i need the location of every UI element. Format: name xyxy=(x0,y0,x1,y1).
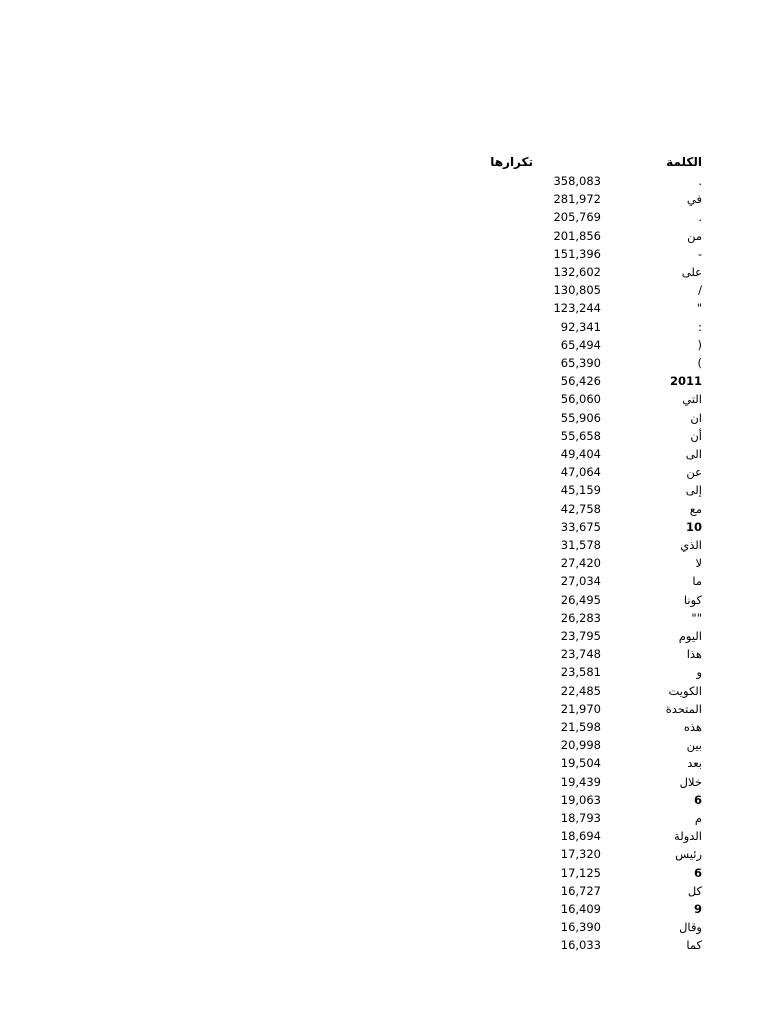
count-cell: 21,598 xyxy=(560,720,601,734)
word-cell: كونا xyxy=(683,592,702,607)
word-cell: مع xyxy=(689,501,702,516)
word-cell: كما xyxy=(686,938,702,953)
table-row xyxy=(480,773,702,791)
count-cell: 16,390 xyxy=(560,920,601,935)
count-cell: 123,244 xyxy=(553,301,601,316)
word-cell: إلى xyxy=(685,483,702,498)
word-cell: - xyxy=(697,246,702,261)
table-row xyxy=(480,736,702,754)
word-cell: في xyxy=(686,192,702,207)
count-cell: 27,034 xyxy=(560,574,601,589)
count-cell: 55,658 xyxy=(560,428,601,443)
table-row xyxy=(480,809,702,827)
word-cell: اليوم xyxy=(678,629,702,643)
word-cell: ( xyxy=(697,337,702,352)
word-cell: . xyxy=(698,210,702,225)
table-row xyxy=(480,609,702,627)
count-cell: 49,404 xyxy=(560,447,601,461)
word-cell: 9 xyxy=(693,902,702,916)
count-cell: 20,998 xyxy=(560,738,601,753)
count-cell: 47,064 xyxy=(560,465,601,480)
table-row xyxy=(480,572,702,590)
count-cell: 45,159 xyxy=(560,483,601,498)
count-cell: 42,758 xyxy=(560,501,601,516)
count-cell: 33,675 xyxy=(560,519,601,534)
word-cell: ان xyxy=(690,410,702,425)
count-cell: 132,602 xyxy=(553,265,601,279)
count-cell: 358,083 xyxy=(553,174,601,188)
table-row xyxy=(480,663,702,681)
table-header-row xyxy=(480,153,702,171)
word-cell: الى xyxy=(685,447,702,461)
word-cell: م xyxy=(694,811,702,825)
count-cell: 19,063 xyxy=(560,792,601,807)
word-cell: 6 xyxy=(693,792,702,807)
count-cell: 65,494 xyxy=(560,337,601,352)
word-cell: من xyxy=(687,228,702,243)
count-cell: 18,694 xyxy=(560,829,601,844)
table-row xyxy=(480,718,702,736)
word-cell: التي xyxy=(682,392,702,407)
count-cell: 31,578 xyxy=(560,538,601,552)
table-row xyxy=(480,318,702,336)
count-cell: 151,396 xyxy=(553,246,601,261)
count-cell: 19,504 xyxy=(560,756,601,771)
word-cell: وقال xyxy=(679,920,702,935)
count-cell: 65,390 xyxy=(560,356,601,370)
word-cell: / xyxy=(698,283,702,298)
word-cell: ) xyxy=(697,356,702,370)
count-cell: 23,748 xyxy=(560,647,601,662)
word-cell: على xyxy=(681,265,702,279)
table-row xyxy=(480,554,702,572)
word-cell: كل xyxy=(687,883,702,898)
word-cell: 2011 xyxy=(669,374,702,389)
count-cell: 22,485 xyxy=(560,683,601,698)
word-cell: : xyxy=(698,319,702,334)
count-cell: 17,125 xyxy=(560,865,601,880)
table-row xyxy=(480,518,702,536)
word-cell: الذي xyxy=(680,538,702,552)
table-row xyxy=(480,445,702,463)
table-row xyxy=(480,900,702,918)
word-cell: رئيس xyxy=(675,847,702,862)
word-cell: ما xyxy=(692,574,702,589)
word-cell: خلال xyxy=(679,774,702,789)
table-row xyxy=(480,299,702,317)
table-row xyxy=(480,372,702,390)
table-row xyxy=(480,500,702,518)
count-cell: 26,283 xyxy=(560,610,601,625)
table-row xyxy=(480,336,702,354)
table-row xyxy=(480,791,702,809)
table-row xyxy=(480,645,702,663)
count-cell: 16,033 xyxy=(560,938,601,953)
count-cell: 21,970 xyxy=(560,701,601,716)
count-cell: 201,856 xyxy=(553,228,601,243)
table-row xyxy=(480,882,702,900)
table-row xyxy=(480,700,702,718)
table-row xyxy=(480,754,702,772)
word-cell: 6 xyxy=(693,865,702,880)
table-row xyxy=(480,208,702,226)
word-cell: المتحدة xyxy=(665,701,702,716)
table-row xyxy=(480,409,702,427)
table-row xyxy=(480,463,702,481)
table-row xyxy=(480,227,702,245)
word-cell: بعد xyxy=(687,756,702,771)
word-cell: هذه xyxy=(683,720,702,734)
table-row xyxy=(480,827,702,845)
table-row xyxy=(480,281,702,299)
count-cell: 92,341 xyxy=(560,319,601,334)
table-row xyxy=(480,245,702,263)
word-cell: الكويت xyxy=(668,683,702,698)
word-cell: و xyxy=(696,665,702,680)
word-cell: . xyxy=(698,174,702,188)
word-cell: الدولة xyxy=(674,829,702,844)
count-cell: 56,060 xyxy=(560,392,601,407)
count-cell: 55,906 xyxy=(560,410,601,425)
count-cell: 19,439 xyxy=(560,774,601,789)
word-column-header: الكلمة xyxy=(666,155,702,169)
table-row xyxy=(480,918,702,936)
count-cell: 23,581 xyxy=(560,665,601,680)
table-row xyxy=(480,427,702,445)
count-cell: 17,320 xyxy=(560,847,601,862)
table-row xyxy=(480,263,702,281)
table-row xyxy=(480,864,702,882)
word-cell: عن xyxy=(686,465,702,480)
word-cell: هذا xyxy=(686,647,702,662)
table-row xyxy=(480,627,702,645)
table-row xyxy=(480,936,702,954)
word-cell: بين xyxy=(686,738,702,753)
word-cell: " xyxy=(696,301,702,316)
word-cell: 10 xyxy=(685,519,702,534)
table-row xyxy=(480,591,702,609)
word-cell: أن xyxy=(690,428,702,443)
table-row xyxy=(480,536,702,554)
word-cell: "" xyxy=(691,610,702,625)
table-row xyxy=(480,172,702,190)
count-cell: 27,420 xyxy=(560,556,601,571)
table-row xyxy=(480,354,702,372)
table-row xyxy=(480,190,702,208)
table-row xyxy=(480,682,702,700)
count-cell: 16,409 xyxy=(560,902,601,916)
count-cell: 23,795 xyxy=(560,629,601,643)
count-cell: 16,727 xyxy=(560,883,601,898)
count-cell: 56,426 xyxy=(560,374,601,389)
word-cell: لا xyxy=(695,556,702,571)
count-cell: 205,769 xyxy=(553,210,601,225)
count-cell: 281,972 xyxy=(553,192,601,207)
table-row xyxy=(480,845,702,863)
count-column-header: تكرارها xyxy=(490,155,533,169)
count-cell: 130,805 xyxy=(553,283,601,298)
table-row xyxy=(480,390,702,408)
count-cell: 18,793 xyxy=(560,811,601,825)
table-row xyxy=(480,481,702,499)
count-cell: 26,495 xyxy=(560,592,601,607)
